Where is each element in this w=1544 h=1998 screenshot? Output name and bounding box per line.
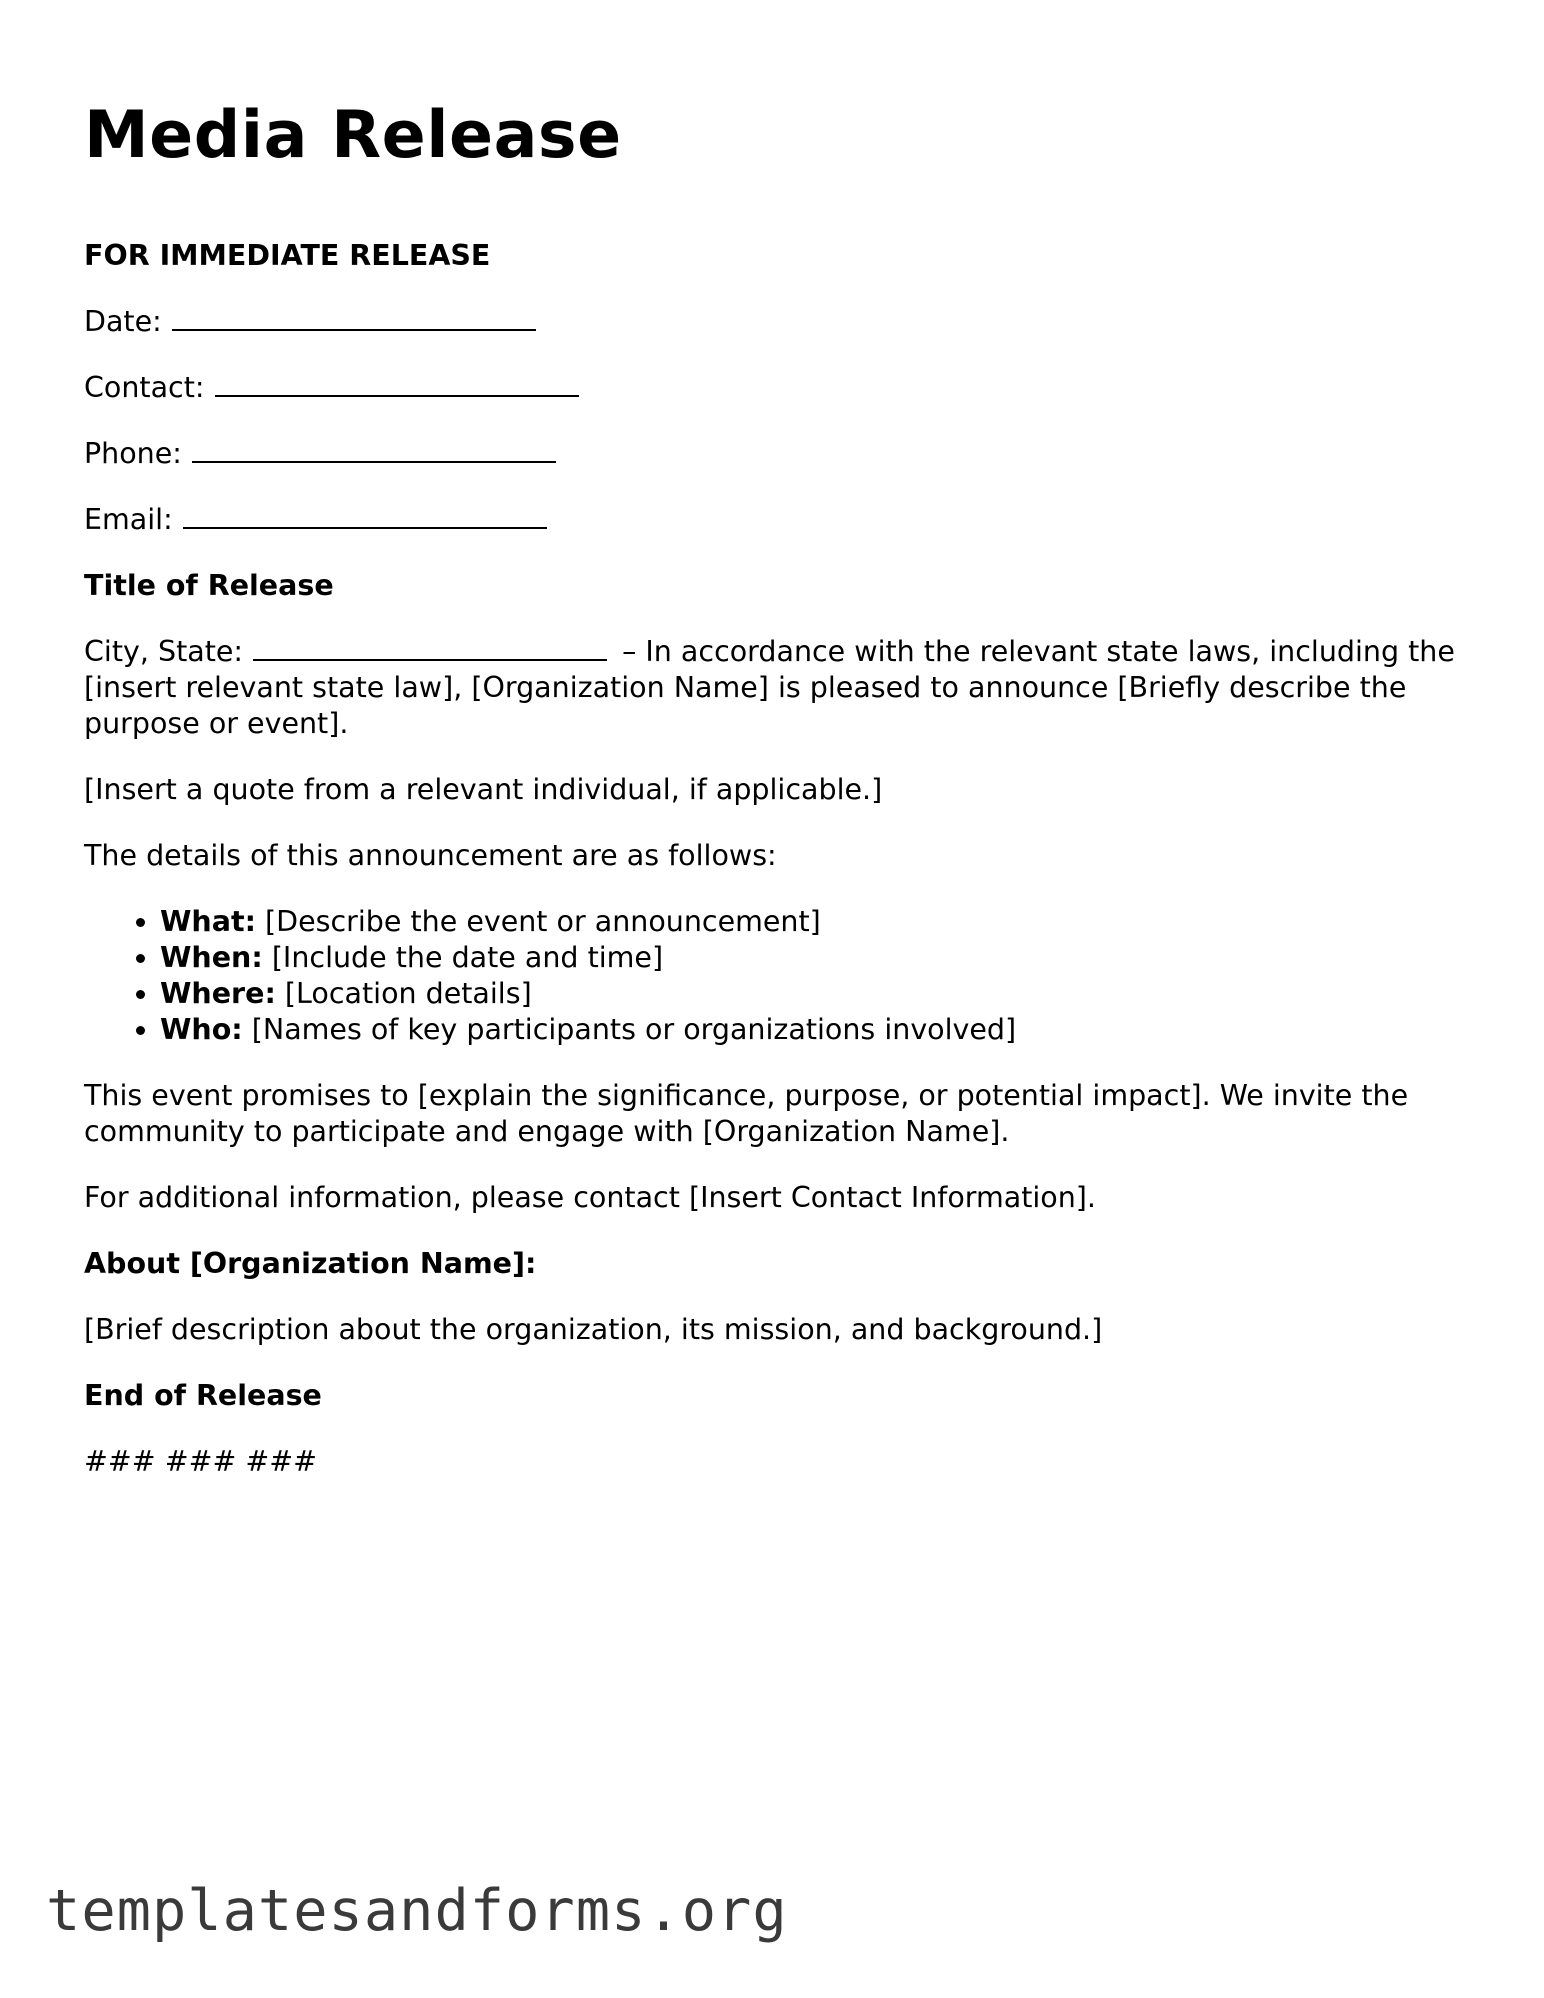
watermark: templatesandforms.org	[46, 1878, 788, 1944]
list-item-where	[160, 976, 1460, 1012]
contact-blank-line[interactable]	[215, 371, 579, 397]
title-of-release-heading: Title of Release	[84, 568, 334, 602]
document-page	[84, 100, 1460, 1480]
what-text: [Describe the event or announcement]	[265, 904, 821, 938]
when-label: When:	[160, 940, 263, 974]
email-blank-line[interactable]	[183, 503, 547, 529]
release-tag: FOR IMMEDIATE RELEASE	[84, 238, 491, 272]
who-label: Who:	[160, 1012, 243, 1046]
when-text: [Include the date and time]	[271, 940, 664, 974]
date-blank-line[interactable]	[172, 305, 536, 331]
who-text: [Names of key participants or organizations involved]	[251, 1012, 1017, 1046]
contact-label: Contact:	[84, 370, 205, 404]
contact-field	[84, 370, 1460, 406]
end-marks: ### ### ###	[84, 1444, 318, 1478]
quote-paragraph: [Insert a quote from a relevant individual, if applicable.]	[84, 772, 883, 806]
details-list	[84, 904, 1460, 1048]
city-state-blank-line[interactable]	[253, 635, 607, 661]
about-heading: About [Organization Name]:	[84, 1246, 537, 1280]
document-title: Media Release	[84, 98, 622, 173]
list-item-who	[160, 1012, 1460, 1048]
about-paragraph: [Brief description about the organization, its mission, and background.]	[84, 1312, 1103, 1346]
date-field	[84, 304, 1460, 340]
intro-text: – In accordance with the relevant state laws, including the [insert relevant state law], [Organization Name] is pleased to announce [Briefly describe the purpose or event].	[84, 634, 1455, 740]
what-label: What:	[160, 904, 256, 938]
where-label: Where:	[160, 976, 276, 1010]
intro-paragraph	[84, 634, 1460, 742]
date-label: Date:	[84, 304, 162, 338]
email-field	[84, 502, 1460, 538]
email-label: Email:	[84, 502, 173, 536]
list-item-when	[160, 940, 1460, 976]
details-intro: The details of this announcement are as follows:	[84, 838, 777, 872]
end-heading: End of Release	[84, 1378, 322, 1412]
additional-info-paragraph: For additional information, please contact [Insert Contact Information].	[84, 1180, 1096, 1214]
significance-paragraph: This event promises to [explain the significance, purpose, or potential impact]. We invite the community to participate and engage with [Organization Name].	[84, 1078, 1409, 1148]
phone-field	[84, 436, 1460, 472]
city-state-label: City, State:	[84, 634, 244, 668]
phone-blank-line[interactable]	[192, 437, 556, 463]
where-text: [Location details]	[284, 976, 532, 1010]
list-item-what	[160, 904, 1460, 940]
phone-label: Phone:	[84, 436, 182, 470]
